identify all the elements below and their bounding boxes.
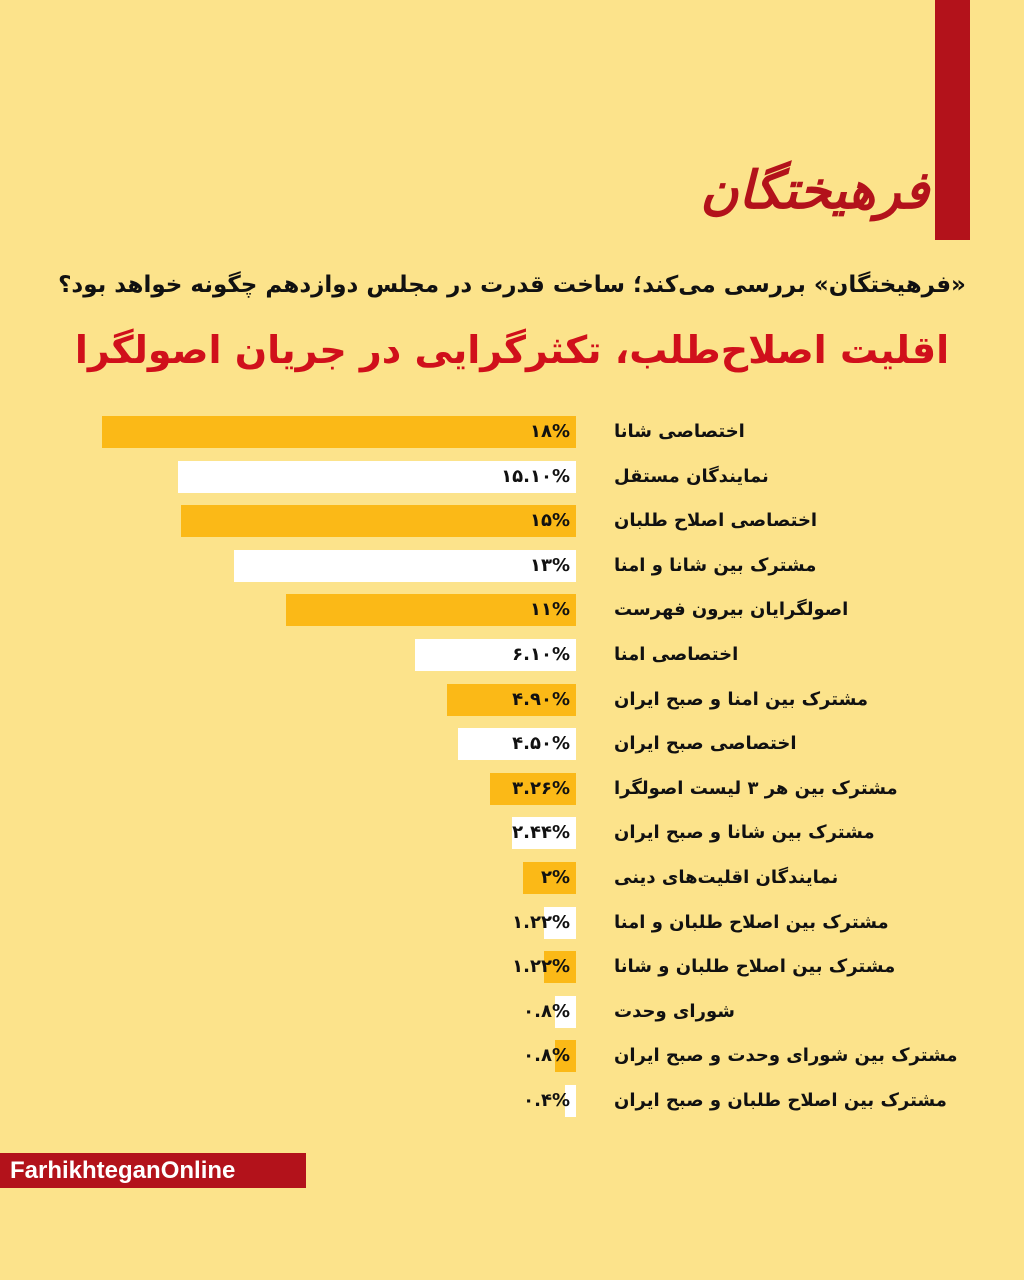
value-label: ۱.۲۲% xyxy=(512,911,570,933)
value-label: ۲.۴۴% xyxy=(512,822,570,844)
value-label: ۱۱% xyxy=(529,599,570,621)
logo: فرهیختگان xyxy=(700,160,929,221)
category-label: مشترک بین امنا و صبح ایران xyxy=(614,688,869,710)
value-label: ۱۵.۱۰% xyxy=(501,465,570,487)
category-label: مشترک بین شورای وحدت و صبح ایران xyxy=(614,1045,958,1067)
category-label: اختصاصی امنا xyxy=(614,644,739,665)
category-label: مشترک بین هر ۳ لیست اصولگرا xyxy=(614,777,898,799)
value-label: ۰.۸% xyxy=(523,1000,570,1022)
category-label: اختصاصی اصلاح طلبان xyxy=(614,510,818,532)
footer-handle[interactable]: FarhikhteganOnline xyxy=(0,1153,306,1188)
value-label: ۶.۱۰% xyxy=(512,644,570,665)
value-label: ۱۵% xyxy=(529,510,570,532)
value-label: ۱۸% xyxy=(529,421,570,442)
category-label: نمایندگان اقلیت‌های دینی xyxy=(614,867,839,888)
page-title: اقلیت اصلاح‌طلب، تکثرگرایی در جریان اصولگرا xyxy=(74,328,950,372)
value-label: ۱.۲۲% xyxy=(512,956,570,978)
value-label: ۴.۹۰% xyxy=(512,688,570,710)
category-label: مشترک بین شانا و امنا xyxy=(614,554,817,576)
subtitle: «فرهیختگان» بررسی می‌کند؛ ساخت قدرت در مجلس دوازدهم چگونه خواهد بود؟ xyxy=(58,272,966,298)
category-label: مشترک بین اصلاح طلبان و شانا xyxy=(614,956,896,978)
category-label: شورای وحدت xyxy=(614,1000,735,1022)
category-label: مشترک بین شانا و صبح ایران xyxy=(614,822,875,844)
value-label: ۱۳% xyxy=(529,554,570,576)
category-label: اصولگرایان بیرون فهرست xyxy=(614,599,849,621)
category-label: اختصاصی شانا xyxy=(614,421,745,442)
category-label: مشترک بین اصلاح طلبان و امنا xyxy=(614,911,889,933)
category-label: اختصاصی صبح ایران xyxy=(614,733,797,755)
value-label: ۰.۸% xyxy=(523,1045,570,1067)
value-label: ۳.۲۶% xyxy=(512,777,570,799)
value-label: ۴.۵۰% xyxy=(512,733,570,755)
category-label: مشترک بین اصلاح طلبان و صبح ایران xyxy=(614,1090,947,1111)
category-label: نمایندگان مستقل xyxy=(614,465,769,487)
value-label: ۰.۴% xyxy=(523,1090,570,1111)
value-label: ۲% xyxy=(540,867,570,888)
